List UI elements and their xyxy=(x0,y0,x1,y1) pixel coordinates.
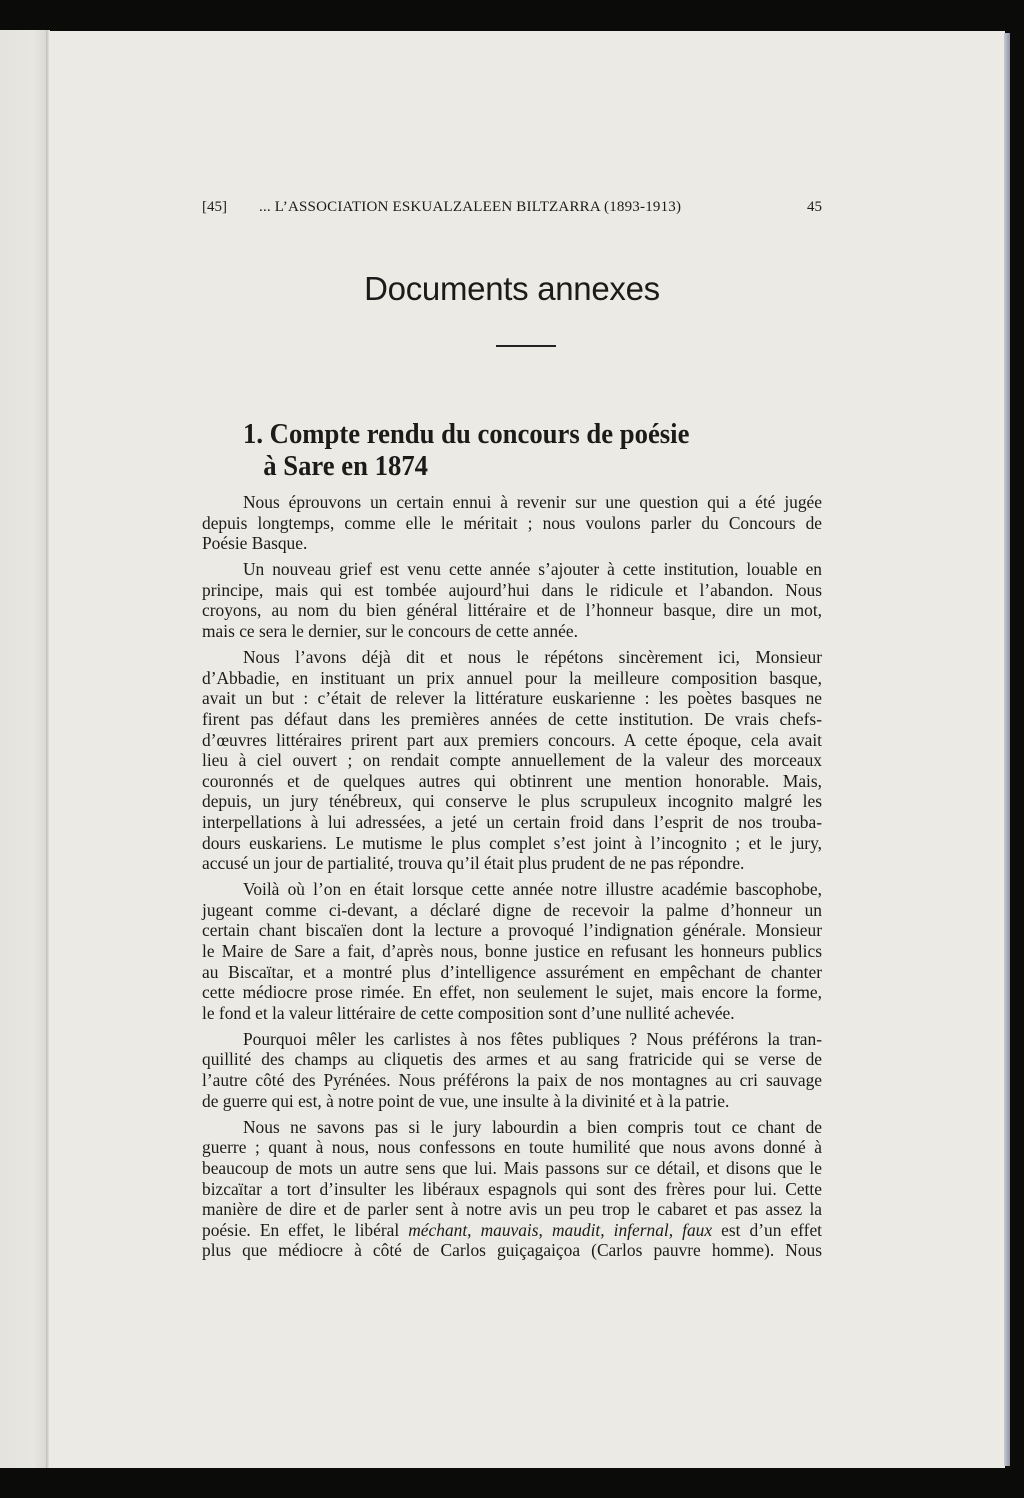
text-line: principe, mais qui est tombée aujourd’hui dans le ridicule et l’abandon. Nous xyxy=(202,579,822,600)
title-rule-divider xyxy=(496,345,556,347)
text-line: d’œuvres littéraires prirent part aux premiers concours. A cette époque, cela avait xyxy=(202,729,822,750)
text-line: Poésie Basque. xyxy=(202,533,308,554)
section-heading-line-1: 1. Compte rendu du concours de poésie xyxy=(243,418,690,450)
text-segment: poésie. En effet, le libéral xyxy=(202,1219,409,1240)
text-line: avait un but : c’était de relever la littérature euskarienne : les poètes basques ne xyxy=(202,688,822,709)
text-line: Un nouveau grief est venu cette année s’ajouter à cette institution, louable en xyxy=(243,559,822,580)
page-stack-edge xyxy=(1004,33,1010,1466)
page-number: 45 xyxy=(807,199,822,215)
section-heading-line-2: à Sare en 1874 xyxy=(263,450,429,482)
text-line: au Biscaïtar, et a montré plus d’intelligence assurément en empêchant de chanter xyxy=(202,961,822,982)
text-line: dours euskariens. Le mutisme le plus complet s’est joint à l’incognito ; et le jury, xyxy=(202,832,822,853)
text-line: quillité des champs au cliquetis des armes et au sang fratricide qui se verse de xyxy=(202,1049,822,1070)
text-line: interpellations à lui adressées, a jeté un certain froid dans l’esprit de nos trouba- xyxy=(202,811,822,832)
text-line: bizcaïtar a tort d’insulter les libéraux espagnols qui sont des frères pour lui. Cette xyxy=(202,1178,822,1199)
text-line: beaucoup de mots un autre sens que lui. Mais passons sur ce détail, et disons que le xyxy=(202,1157,822,1178)
text-line: Voilà où l’on en était lorsque cette année notre illustre académie bascophobe, xyxy=(243,879,822,900)
paragraph xyxy=(202,879,822,1023)
text-line: firent pas défaut dans les premières années de cette institution. De vrais chefs- xyxy=(202,708,822,729)
running-head xyxy=(202,199,822,219)
text-line: Nous ne savons pas si le jury labourdin a bien compris tout ce chant de xyxy=(243,1116,822,1137)
document-title: Documents annexes xyxy=(364,270,660,307)
text-line xyxy=(202,1220,822,1241)
running-head-title: ... L’ASSOCIATION ESKUALZALEEN BILTZARRA (1893-1913) xyxy=(259,199,682,215)
text-line: depuis longtemps, comme elle le méritait ; nous voulons parler du Concours de xyxy=(202,512,822,533)
text-line: lieu à ciel ouvert ; on rendait compte annuellement de la valeur des morceaux xyxy=(202,750,822,771)
text-line: le Maire de Sare a fait, d’après nous, bonne justice en refusant les honneurs publics xyxy=(202,940,822,961)
text-line: certain chant biscaïen dont la lecture a provoqué l’indignation générale. Monsieur xyxy=(202,920,822,941)
paragraph xyxy=(202,492,822,554)
text-segment: est d’un effet xyxy=(712,1219,822,1240)
text-line: mais ce sera le dernier, sur le concours de cette année. xyxy=(202,621,578,642)
text-line: l’autre côté des Pyrénées. Nous préférons la paix de nos montagnes au cri sauvage xyxy=(202,1070,822,1091)
text-line: d’Abbadie, en instituant un prix annuel pour la meilleure composition basque, xyxy=(202,667,822,688)
text-line: depuis, un jury ténébreux, qui conserve le plus scrupuleux incognito malgré les xyxy=(202,791,822,812)
text-line: accusé un jour de partialité, trouva qu’il était plus prudent de ne pas répondre. xyxy=(202,853,745,874)
text-line: de guerre qui est, à notre point de vue, une insulte à la divinité et à la patrie. xyxy=(202,1090,730,1111)
text-line: cette médiocre prose rimée. En effet, non seulement le sujet, mais encore la forme, xyxy=(202,982,822,1003)
text-line: Nous l’avons déjà dit et nous le répétons sincèrement ici, Monsieur xyxy=(243,647,822,668)
text-line: plus que médiocre à côté de Carlos guiçagaiçoa (Carlos pauvre homme). Nous xyxy=(202,1240,822,1261)
paragraph xyxy=(202,559,822,641)
text-line: Nous éprouvons un certain ennui à revenir sur une question qui a été jugée xyxy=(243,492,822,512)
text-line: jugeant comme ci-devant, a déclaré digne de recevoir la palme d’honneur un xyxy=(202,899,822,920)
text-line: couronnés et de quelques autres qui obtinrent une mention honorable. Mais, xyxy=(202,770,822,791)
italic-text: méchant, mauvais, maudit, infernal, faux xyxy=(408,1219,713,1240)
running-head-section-number: [45] xyxy=(202,199,227,215)
paragraph xyxy=(202,1029,822,1111)
text-line: guerre ; quant à nous, nous confessons en toute humilité que nous avons donné à xyxy=(202,1137,822,1158)
text-line: Pourquoi mêler les carlistes à nos fêtes publiques ? Nous préférons la tran- xyxy=(243,1028,822,1049)
text-line: croyons, au nom du bien général littéraire et de l’honneur basque, dire un mot, xyxy=(202,600,822,621)
text-line: manière de dire et de parler sent à notre avis un peu trop le cabaret et pas assez la xyxy=(202,1199,822,1220)
section-heading xyxy=(243,418,758,482)
facing-page-edge xyxy=(0,30,48,1468)
paragraph xyxy=(202,1117,822,1261)
text-line: le fond et la valeur littéraire de cette composition sont d’une nullité achevée. xyxy=(202,1002,735,1023)
paragraph xyxy=(202,647,822,874)
body-text xyxy=(202,492,822,1266)
